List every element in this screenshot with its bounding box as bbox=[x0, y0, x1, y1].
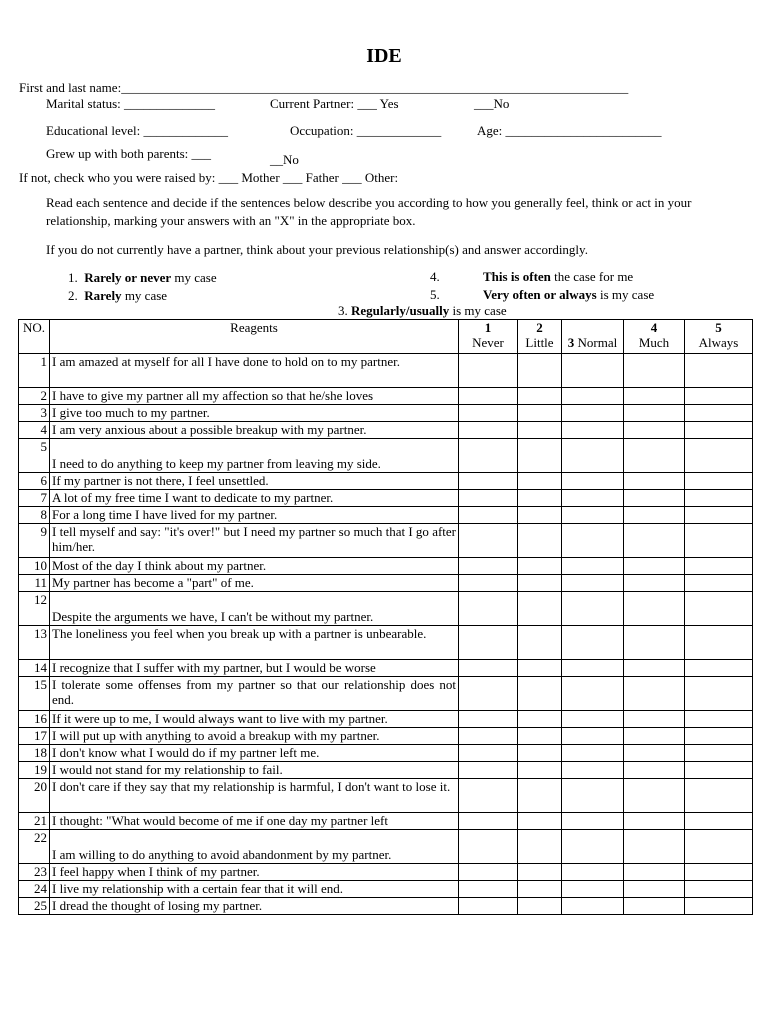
answer-cell-5[interactable] bbox=[685, 745, 753, 762]
item-number: 8 bbox=[19, 507, 50, 524]
answer-cell-1[interactable] bbox=[459, 507, 518, 524]
table-row bbox=[19, 592, 753, 626]
answer-cell-2[interactable] bbox=[518, 405, 562, 422]
partner-field: Current Partner: ___ Yes bbox=[270, 96, 399, 111]
item-text: I live my relationship with a certain fear that it will end. bbox=[50, 881, 459, 898]
age-line[interactable]: ________________________ bbox=[505, 123, 662, 138]
answer-cell-1[interactable] bbox=[459, 881, 518, 898]
item-text: A lot of my free time I want to dedicate to my partner. bbox=[50, 490, 459, 507]
table-row bbox=[19, 473, 753, 490]
header-no: NO. bbox=[19, 320, 50, 354]
item-text: I tolerate some offenses from my partner so that our relationship does not end. bbox=[50, 677, 459, 711]
answer-cell-1[interactable] bbox=[459, 626, 518, 660]
answer-cell-5[interactable] bbox=[685, 881, 753, 898]
header-scale-5: 5 Always bbox=[685, 320, 753, 354]
answer-cell-2[interactable] bbox=[518, 592, 562, 626]
answer-cell-4[interactable] bbox=[624, 745, 685, 762]
answer-cell-4[interactable] bbox=[624, 422, 685, 439]
item-text: My partner has become a "part" of me. bbox=[50, 575, 459, 592]
item-text: I will put up with anything to avoid a breakup with my partner. bbox=[50, 728, 459, 745]
marital-line[interactable]: ______________ bbox=[124, 96, 215, 111]
answer-cell-4[interactable] bbox=[624, 898, 685, 915]
answer-cell-4[interactable] bbox=[624, 864, 685, 881]
item-text: If it were up to me, I would always want to live with my partner. bbox=[50, 711, 459, 728]
table-row bbox=[19, 813, 753, 830]
answer-cell-2[interactable] bbox=[518, 490, 562, 507]
item-text: I am willing to do anything to avoid abandonment by my partner. bbox=[50, 830, 459, 864]
answer-cell-4[interactable] bbox=[624, 762, 685, 779]
header-reagents: Reagents bbox=[50, 320, 459, 354]
answer-cell-1[interactable] bbox=[459, 473, 518, 490]
answer-cell-3[interactable] bbox=[562, 830, 624, 864]
item-number: 2 bbox=[19, 388, 50, 405]
answer-cell-3[interactable] bbox=[562, 728, 624, 745]
answer-cell-1[interactable] bbox=[459, 813, 518, 830]
answer-cell-5[interactable] bbox=[685, 422, 753, 439]
answer-cell-5[interactable] bbox=[685, 507, 753, 524]
table-row bbox=[19, 864, 753, 881]
answer-cell-2[interactable] bbox=[518, 626, 562, 660]
answer-cell-1[interactable] bbox=[459, 490, 518, 507]
table-row bbox=[19, 660, 753, 677]
answer-cell-1[interactable] bbox=[459, 405, 518, 422]
answer-cell-2[interactable] bbox=[518, 677, 562, 711]
item-number: 17 bbox=[19, 728, 50, 745]
item-number: 13 bbox=[19, 626, 50, 660]
answer-cell-1[interactable] bbox=[459, 745, 518, 762]
answer-cell-3[interactable] bbox=[562, 439, 624, 473]
answer-cell-2[interactable] bbox=[518, 524, 562, 558]
item-number: 15 bbox=[19, 677, 50, 711]
answer-cell-2[interactable] bbox=[518, 439, 562, 473]
item-text: Most of the day I think about my partner. bbox=[50, 558, 459, 575]
instructions-no-partner: If you do not currently have a partner, think about your previous relationship(s) and answer accordingly. bbox=[46, 242, 588, 257]
answer-cell-5[interactable] bbox=[685, 711, 753, 728]
answer-cell-2[interactable] bbox=[518, 830, 562, 864]
marital-label: Marital status: ______________ bbox=[46, 96, 215, 111]
answer-cell-2[interactable] bbox=[518, 728, 562, 745]
answer-cell-1[interactable] bbox=[459, 677, 518, 711]
table-row bbox=[19, 388, 753, 405]
answer-cell-4[interactable] bbox=[624, 830, 685, 864]
answer-cell-5[interactable] bbox=[685, 728, 753, 745]
answer-cell-1[interactable] bbox=[459, 558, 518, 575]
answer-cell-4[interactable] bbox=[624, 660, 685, 677]
answer-cell-4[interactable] bbox=[624, 439, 685, 473]
answer-cell-2[interactable] bbox=[518, 762, 562, 779]
raised-by-field: If not, check who you were raised by: ___ Mother ___ Father ___ Other: bbox=[19, 170, 399, 185]
item-number: 22 bbox=[19, 830, 50, 864]
parents-yes-option[interactable]: ___ bbox=[191, 146, 212, 161]
answer-cell-1[interactable] bbox=[459, 524, 518, 558]
answer-cell-3[interactable] bbox=[562, 490, 624, 507]
item-number: 18 bbox=[19, 745, 50, 762]
table-row bbox=[19, 779, 753, 813]
page-title: IDE bbox=[366, 45, 402, 67]
item-number: 6 bbox=[19, 473, 50, 490]
answer-cell-5[interactable] bbox=[685, 898, 753, 915]
item-number: 24 bbox=[19, 881, 50, 898]
answer-cell-4[interactable] bbox=[624, 473, 685, 490]
item-number: 16 bbox=[19, 711, 50, 728]
answer-cell-4[interactable] bbox=[624, 779, 685, 813]
answer-cell-1[interactable] bbox=[459, 354, 518, 388]
item-text: I give too much to my partner. bbox=[50, 405, 459, 422]
partner-yes-option[interactable]: ___ Yes bbox=[357, 96, 399, 111]
instructions-paragraph: Read each sentence and decide if the sentences below describe you according to how you generally feel, think or act in your relationship, marking your answers with an "X" in the appropriate box. bbox=[46, 195, 692, 228]
answer-cell-3[interactable] bbox=[562, 626, 624, 660]
item-text: I tell myself and say: "it's over!" but I need my partner so much that I go after him/her. bbox=[50, 524, 459, 558]
item-number: 9 bbox=[19, 524, 50, 558]
item-number: 4 bbox=[19, 422, 50, 439]
name-field-row bbox=[19, 80, 628, 95]
answer-cell-2[interactable] bbox=[518, 354, 562, 388]
answer-cell-4[interactable] bbox=[624, 507, 685, 524]
answer-cell-5[interactable] bbox=[685, 558, 753, 575]
answer-cell-3[interactable] bbox=[562, 558, 624, 575]
answer-cell-1[interactable] bbox=[459, 898, 518, 915]
answer-cell-2[interactable] bbox=[518, 388, 562, 405]
answer-cell-3[interactable] bbox=[562, 711, 624, 728]
item-text: I dread the thought of losing my partner. bbox=[50, 898, 459, 915]
table-row bbox=[19, 558, 753, 575]
item-text: I don't know what I would do if my partner left me. bbox=[50, 745, 459, 762]
answer-cell-5[interactable] bbox=[685, 405, 753, 422]
answer-cell-2[interactable] bbox=[518, 881, 562, 898]
legend-item-4: 4. This is often the case for me bbox=[430, 269, 634, 284]
item-text: I would not stand for my relationship to fail. bbox=[50, 762, 459, 779]
item-text: The loneliness you feel when you break up with a partner is unbearable. bbox=[50, 626, 459, 660]
answer-cell-3[interactable] bbox=[562, 422, 624, 439]
item-number: 10 bbox=[19, 558, 50, 575]
answer-cell-5[interactable] bbox=[685, 592, 753, 626]
answer-cell-2[interactable] bbox=[518, 473, 562, 490]
item-number: 7 bbox=[19, 490, 50, 507]
answer-cell-2[interactable] bbox=[518, 813, 562, 830]
answer-cell-5[interactable] bbox=[685, 388, 753, 405]
answer-cell-3[interactable] bbox=[562, 405, 624, 422]
answer-cell-1[interactable] bbox=[459, 728, 518, 745]
header-scale-1: 1 Never bbox=[459, 320, 518, 354]
name-line[interactable]: ______________________________________________________________________________ bbox=[121, 80, 629, 95]
answer-cell-2[interactable] bbox=[518, 711, 562, 728]
answer-cell-3[interactable] bbox=[562, 779, 624, 813]
parents-field: Grew up with both parents: ___ bbox=[46, 146, 212, 161]
answer-cell-5[interactable] bbox=[685, 490, 753, 507]
answer-cell-4[interactable] bbox=[624, 405, 685, 422]
header-scale-2: 2 Little bbox=[518, 320, 562, 354]
answer-cell-2[interactable] bbox=[518, 558, 562, 575]
answer-cell-2[interactable] bbox=[518, 898, 562, 915]
education-line[interactable]: _____________ bbox=[143, 123, 228, 138]
answer-cell-5[interactable] bbox=[685, 762, 753, 779]
answer-cell-5[interactable] bbox=[685, 813, 753, 830]
answer-cell-1[interactable] bbox=[459, 711, 518, 728]
answer-cell-1[interactable] bbox=[459, 830, 518, 864]
answer-cell-5[interactable] bbox=[685, 473, 753, 490]
answer-cell-3[interactable] bbox=[562, 677, 624, 711]
item-text: I have to give my partner all my affection so that he/she loves bbox=[50, 388, 459, 405]
table-row bbox=[19, 711, 753, 728]
answer-cell-3[interactable] bbox=[562, 745, 624, 762]
answer-cell-3[interactable] bbox=[562, 592, 624, 626]
answer-cell-5[interactable] bbox=[685, 575, 753, 592]
partner-no-option[interactable]: ___No bbox=[474, 96, 510, 111]
table-row bbox=[19, 762, 753, 779]
item-number: 12 bbox=[19, 592, 50, 626]
item-text: For a long time I have lived for my partner. bbox=[50, 507, 459, 524]
item-text: If my partner is not there, I feel unsettled. bbox=[50, 473, 459, 490]
answer-cell-1[interactable] bbox=[459, 422, 518, 439]
table-header-row bbox=[19, 320, 753, 354]
item-text: I feel happy when I think of my partner. bbox=[50, 864, 459, 881]
answer-cell-3[interactable] bbox=[562, 660, 624, 677]
item-number: 1 bbox=[19, 354, 50, 388]
item-number: 19 bbox=[19, 762, 50, 779]
answer-cell-4[interactable] bbox=[624, 592, 685, 626]
answer-cell-5[interactable] bbox=[685, 524, 753, 558]
answer-cell-2[interactable] bbox=[518, 745, 562, 762]
answer-cell-4[interactable] bbox=[624, 354, 685, 388]
age-field: Age: ________________________ bbox=[477, 123, 662, 138]
answer-cell-2[interactable] bbox=[518, 779, 562, 813]
item-number: 3 bbox=[19, 405, 50, 422]
occupation-field: Occupation: _____________ bbox=[290, 123, 442, 138]
table-row bbox=[19, 524, 753, 558]
questionnaire-table bbox=[18, 319, 753, 915]
table-row bbox=[19, 354, 753, 388]
legend-item-5: 5. Very often or always is my case bbox=[430, 287, 655, 302]
name-label: First and last name: bbox=[19, 80, 122, 95]
item-text: I thought: "What would become of me if one day my partner left bbox=[50, 813, 459, 830]
item-text: I need to do anything to keep my partner from leaving my side. bbox=[50, 439, 459, 473]
table-row bbox=[19, 422, 753, 439]
table-row bbox=[19, 507, 753, 524]
item-number: 5 bbox=[19, 439, 50, 473]
item-number: 20 bbox=[19, 779, 50, 813]
answer-cell-2[interactable] bbox=[518, 575, 562, 592]
answer-cell-4[interactable] bbox=[624, 677, 685, 711]
header-scale-3: 3 Normal bbox=[562, 320, 624, 354]
answer-cell-3[interactable] bbox=[562, 507, 624, 524]
answer-cell-2[interactable] bbox=[518, 422, 562, 439]
item-text: Despite the arguments we have, I can't be without my partner. bbox=[50, 592, 459, 626]
parents-no-option[interactable]: __No bbox=[270, 152, 299, 167]
occupation-line[interactable]: _____________ bbox=[356, 123, 442, 138]
table-row bbox=[19, 490, 753, 507]
item-text: I don't care if they say that my relationship is harmful, I don't want to lose it. bbox=[50, 779, 459, 813]
answer-cell-3[interactable] bbox=[562, 524, 624, 558]
answer-cell-5[interactable] bbox=[685, 354, 753, 388]
item-number: 21 bbox=[19, 813, 50, 830]
legend-item-2: 2. Rarely my case bbox=[68, 288, 168, 303]
answer-cell-1[interactable] bbox=[459, 388, 518, 405]
table-row bbox=[19, 626, 753, 660]
answer-cell-1[interactable] bbox=[459, 864, 518, 881]
answer-cell-3[interactable] bbox=[562, 388, 624, 405]
education-field: Educational level: _____________ bbox=[46, 123, 228, 138]
answer-cell-3[interactable] bbox=[562, 762, 624, 779]
answer-cell-4[interactable] bbox=[624, 813, 685, 830]
table-row bbox=[19, 881, 753, 898]
answer-cell-4[interactable] bbox=[624, 524, 685, 558]
answer-cell-3[interactable] bbox=[562, 813, 624, 830]
item-number: 25 bbox=[19, 898, 50, 915]
table-row bbox=[19, 575, 753, 592]
legend-item-1: 1. Rarely or never my case bbox=[68, 270, 217, 285]
answer-cell-1[interactable] bbox=[459, 779, 518, 813]
item-number: 11 bbox=[19, 575, 50, 592]
item-number: 23 bbox=[19, 864, 50, 881]
table-row bbox=[19, 677, 753, 711]
item-number: 14 bbox=[19, 660, 50, 677]
answer-cell-5[interactable] bbox=[685, 660, 753, 677]
answer-cell-4[interactable] bbox=[624, 490, 685, 507]
item-text: I am amazed at myself for all I have done to hold on to my partner. bbox=[50, 354, 459, 388]
table-row bbox=[19, 439, 753, 473]
answer-cell-3[interactable] bbox=[562, 473, 624, 490]
answer-cell-4[interactable] bbox=[624, 626, 685, 660]
answer-cell-1[interactable] bbox=[459, 575, 518, 592]
answer-cell-5[interactable] bbox=[685, 864, 753, 881]
answer-cell-5[interactable] bbox=[685, 626, 753, 660]
table-row bbox=[19, 898, 753, 915]
answer-cell-4[interactable] bbox=[624, 711, 685, 728]
table-row bbox=[19, 728, 753, 745]
answer-cell-5[interactable] bbox=[685, 779, 753, 813]
header-scale-4: 4 Much bbox=[624, 320, 685, 354]
answer-cell-1[interactable] bbox=[459, 660, 518, 677]
answer-cell-4[interactable] bbox=[624, 728, 685, 745]
answer-cell-5[interactable] bbox=[685, 830, 753, 864]
answer-cell-1[interactable] bbox=[459, 762, 518, 779]
answer-cell-4[interactable] bbox=[624, 881, 685, 898]
answer-cell-3[interactable] bbox=[562, 354, 624, 388]
answer-cell-3[interactable] bbox=[562, 864, 624, 881]
table-row bbox=[19, 830, 753, 864]
answer-cell-2[interactable] bbox=[518, 864, 562, 881]
answer-cell-3[interactable] bbox=[562, 575, 624, 592]
legend-item-3: 3. Regularly/usually is my case bbox=[338, 303, 507, 318]
answer-cell-5[interactable] bbox=[685, 439, 753, 473]
answer-cell-4[interactable] bbox=[624, 388, 685, 405]
answer-cell-1[interactable] bbox=[459, 592, 518, 626]
answer-cell-4[interactable] bbox=[624, 575, 685, 592]
table-row bbox=[19, 405, 753, 422]
answer-cell-3[interactable] bbox=[562, 898, 624, 915]
item-text: I recognize that I suffer with my partner, but I would be worse bbox=[50, 660, 459, 677]
table-row bbox=[19, 745, 753, 762]
item-text: I am very anxious about a possible breakup with my partner. bbox=[50, 422, 459, 439]
answer-cell-2[interactable] bbox=[518, 660, 562, 677]
answer-cell-5[interactable] bbox=[685, 677, 753, 711]
answer-cell-4[interactable] bbox=[624, 558, 685, 575]
answer-cell-1[interactable] bbox=[459, 439, 518, 473]
answer-cell-3[interactable] bbox=[562, 881, 624, 898]
answer-cell-2[interactable] bbox=[518, 507, 562, 524]
